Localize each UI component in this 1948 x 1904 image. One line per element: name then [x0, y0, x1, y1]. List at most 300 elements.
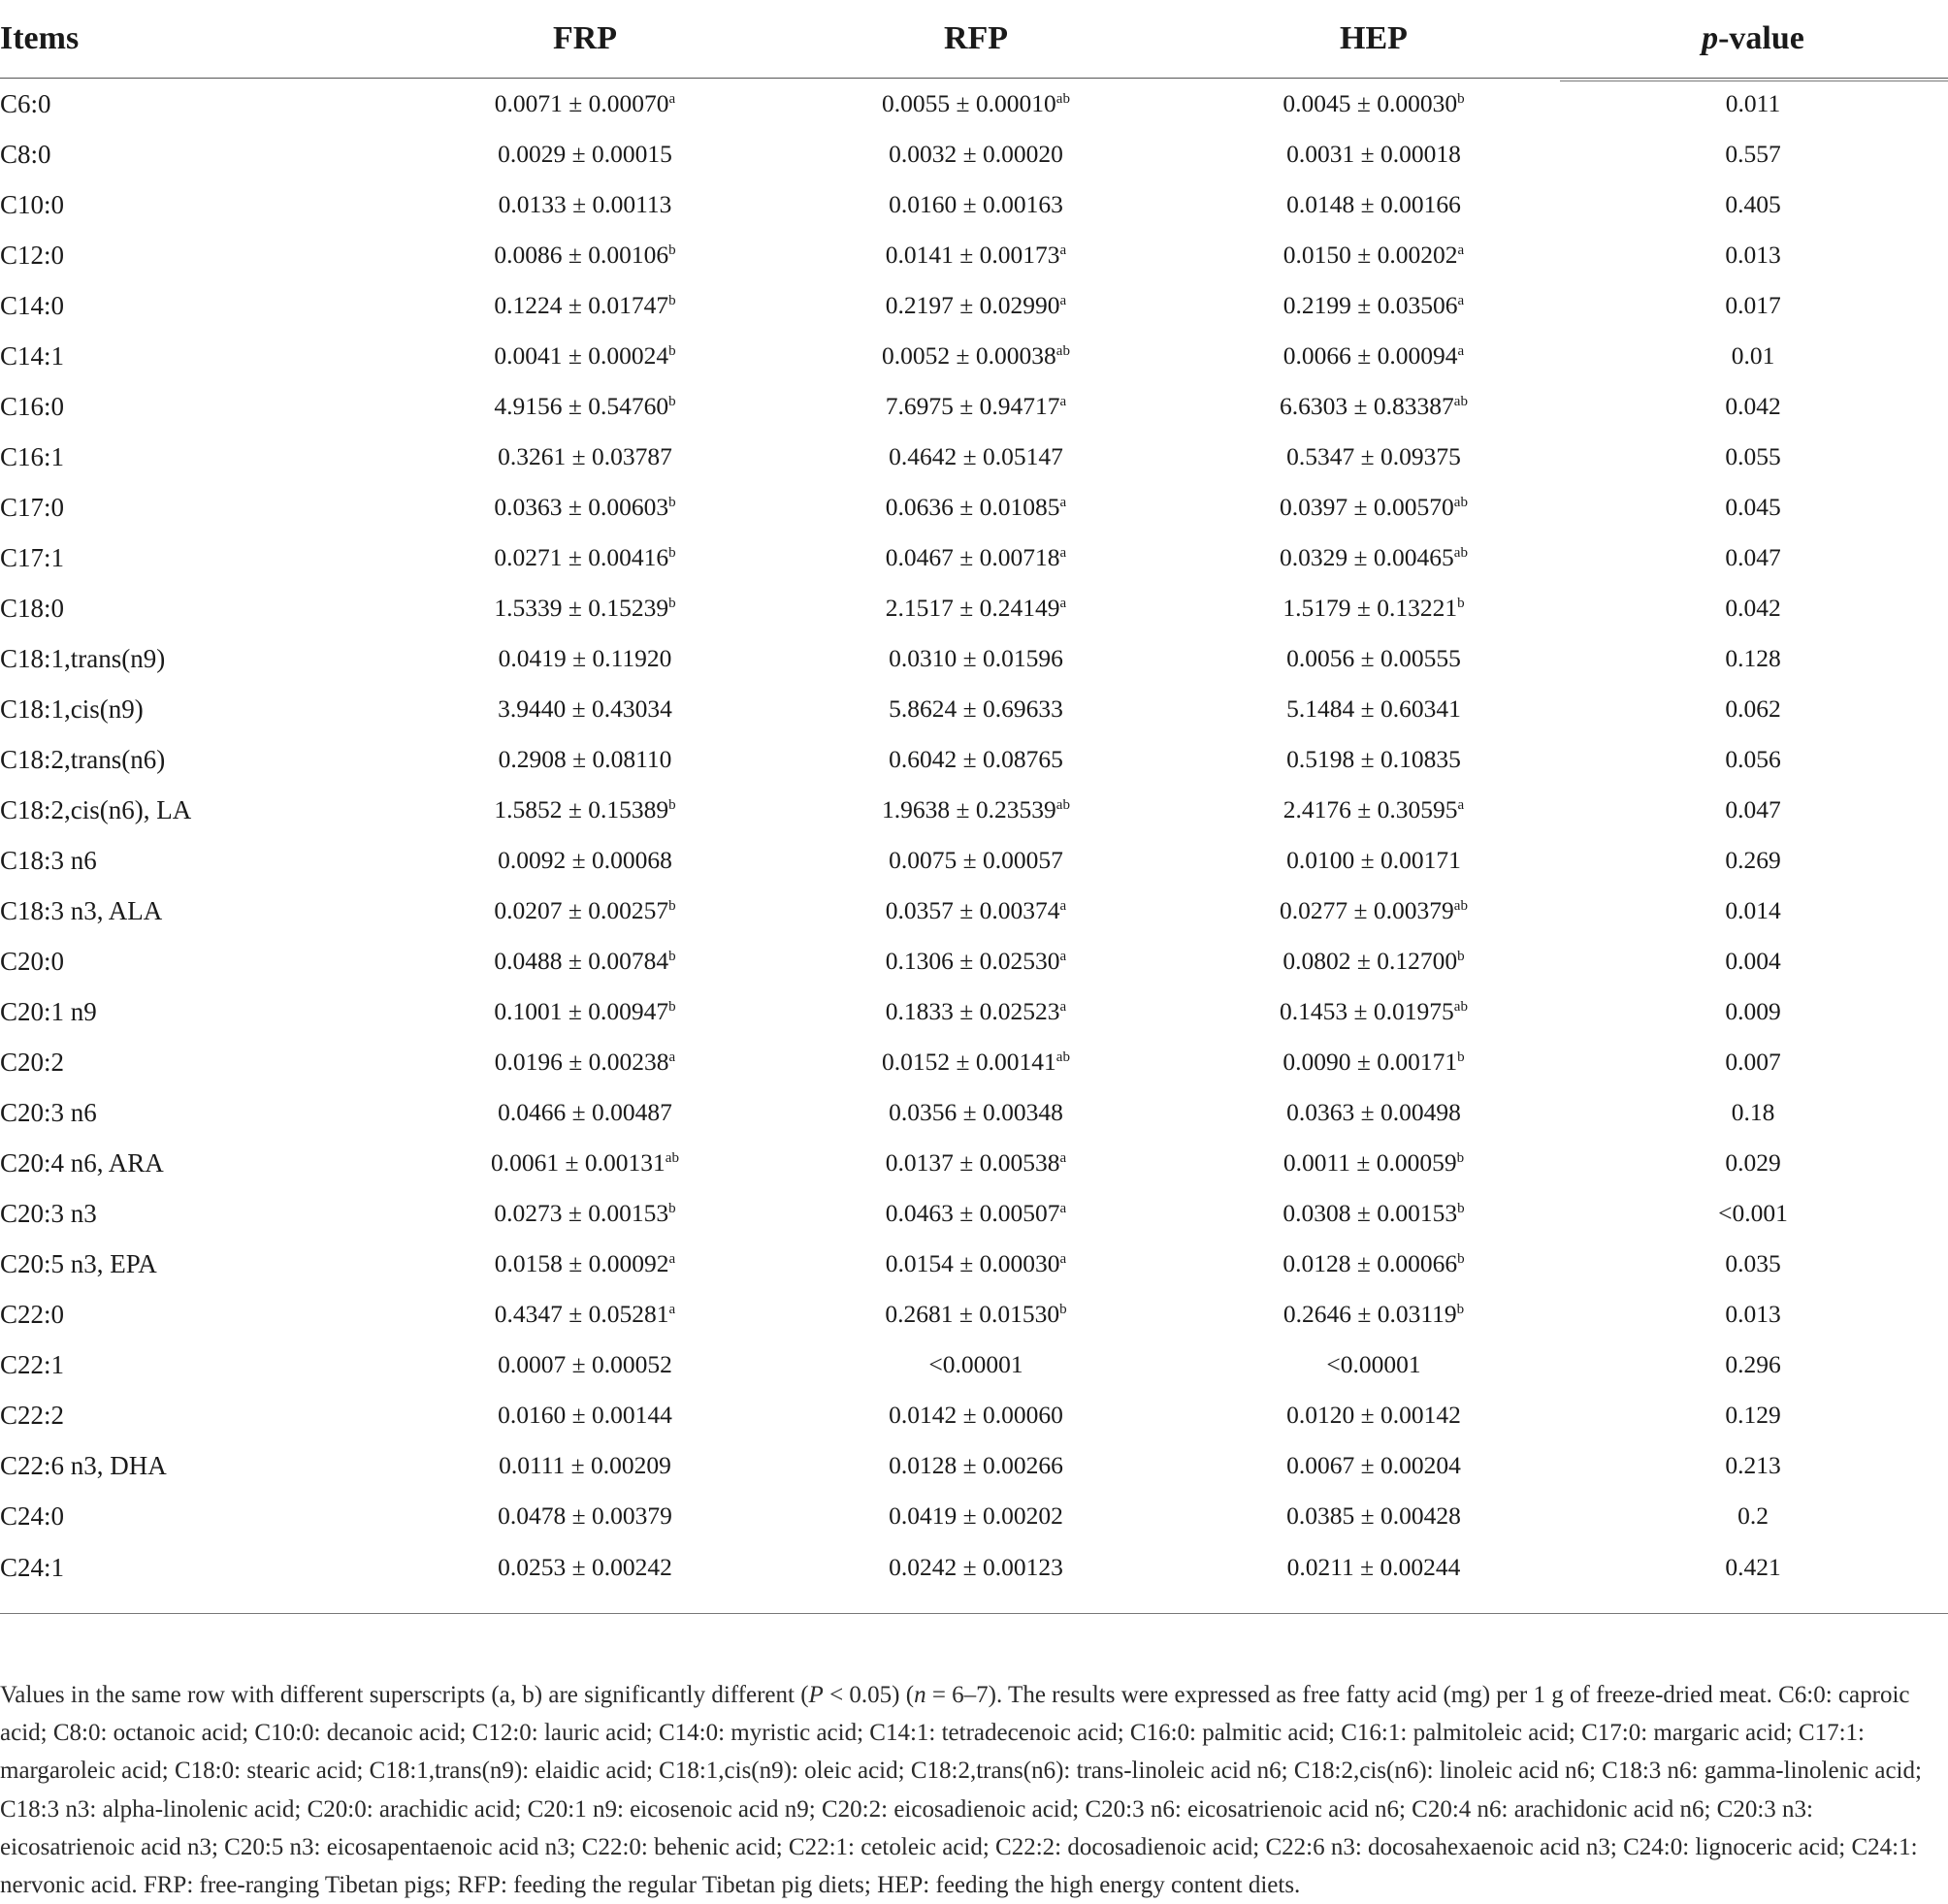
cell-hep	[1189, 482, 1558, 532]
cell-rfp-superscript: ab	[1055, 1049, 1070, 1065]
cell-hep-value: 2.4176 ± 0.30595	[1282, 795, 1458, 823]
cell-frp	[407, 1138, 763, 1188]
cell-hep-superscript: ab	[1453, 495, 1468, 510]
cell-frp	[407, 129, 763, 179]
cell-hep	[1189, 381, 1558, 432]
cell-rfp-value: <0.00001	[928, 1350, 1023, 1378]
cell-hep	[1189, 1188, 1558, 1239]
cell-rfp-value: 0.0356 ± 0.00348	[889, 1098, 1063, 1126]
cell-frp-value: 1.5852 ± 0.15389	[494, 795, 669, 823]
cell-hep	[1189, 1440, 1558, 1491]
cell-rfp-value: 0.0075 ± 0.00057	[889, 846, 1063, 874]
table-row	[0, 1037, 1948, 1087]
cell-rfp-value: 0.0055 ± 0.00010	[882, 89, 1056, 117]
cell-frp	[407, 1087, 763, 1138]
table-row	[0, 1339, 1948, 1390]
table-row	[0, 1541, 1948, 1594]
cell-rfp	[763, 482, 1189, 532]
cell-hep	[1189, 432, 1558, 482]
cell-rfp-superscript: a	[1059, 1150, 1067, 1166]
table-row	[0, 129, 1948, 179]
cell-hep-value: 0.0148 ± 0.00166	[1286, 190, 1461, 218]
cell-frp-value: 1.5339 ± 0.15239	[494, 594, 669, 622]
cell-rfp-value: 5.8624 ± 0.69633	[889, 694, 1063, 723]
cell-p-value: 0.055	[1725, 442, 1781, 470]
cell-frp	[407, 1339, 763, 1390]
cell-frp-superscript: b	[668, 596, 676, 611]
cell-frp-value: 0.0071 ± 0.00070	[494, 89, 669, 117]
cell-frp	[407, 179, 763, 230]
cell-hep-value: 0.0090 ± 0.00171	[1282, 1048, 1458, 1076]
table-row	[0, 936, 1948, 986]
cell-p-value: 0.045	[1725, 493, 1781, 521]
cell-frp	[407, 230, 763, 280]
cell-frp-superscript: b	[668, 949, 676, 964]
cell-hep-superscript: a	[1457, 242, 1465, 258]
footnote-part3: = 6–7). The results were expressed as free fatty acid (mg) per 1 g of freeze-dried meat. C6:0: caproic acid; C8:0: octanoic acid; C10:0: decanoic acid; C12:0: lauric acid; C14:0: myristic acid; C14:1: tetradecenoic acid; C16:0: palmitic acid; C16:1: palmitoleic acid; C17:0: margaric acid; C17:1: margaroleic acid; C18:0: stearic acid; C18:1,trans(n9): elaidic acid; C18:1,cis(n9): oleic acid; C18:2,trans(n6): trans-linoleic acid n6; C18:2,cis(n6): linoleic acid n6; C18:3 n6: gamma-linolenic acid; C18:3 n3: alpha-linolenic acid; C20:0: arachidic acid; C20:1 n9: eicosenoic acid n9; C20:2: eicosadienoic acid; C20:3 n6: eicosatrienoic acid n6; C20:4 n6: arachidonic acid n6; C20:3 n3: eicosatrienoic acid n3; C20:5 n3: eicosapentaenoic acid n3; C22:0: behenic acid; C22:1: cetoleic acid; C22:2: docosadienoic acid; C22:6 n3: docosahexaenoic acid n3; C24:0: lignoceric acid; C24:1: nervonic acid. FRP: free-ranging Tibetan pigs; RFP: feeding the regular Tibetan pig diets; HEP: feeding the high energy content diets.	[0, 1682, 1922, 1899]
cell-p-value: 0.062	[1725, 694, 1781, 723]
cell-hep-value: 0.2646 ± 0.03119	[1282, 1300, 1457, 1328]
cell-item: C18:0	[0, 593, 65, 623]
cell-hep-value: 0.0397 ± 0.00570	[1280, 493, 1454, 521]
cell-hep-value: 0.0067 ± 0.00204	[1286, 1451, 1461, 1479]
cell-rfp-value: 0.0154 ± 0.00030	[885, 1249, 1060, 1277]
cell-p-value: 0.01	[1731, 341, 1775, 370]
cell-rfp	[763, 785, 1189, 835]
cell-frp	[407, 734, 763, 785]
cell-frp	[407, 1239, 763, 1289]
cell-rfp-superscript: b	[1059, 1302, 1067, 1317]
cell-item: C20:3 n3	[0, 1198, 97, 1228]
cell-item: C8:0	[0, 139, 51, 169]
cell-rfp-value: 0.6042 ± 0.08765	[889, 745, 1063, 773]
cell-p-value: 0.047	[1725, 543, 1781, 571]
cell-frp-superscript: b	[668, 797, 676, 813]
cell-frp-value: 0.0466 ± 0.00487	[498, 1098, 672, 1126]
cell-hep	[1189, 785, 1558, 835]
cell-rfp-value: 0.0160 ± 0.00163	[889, 190, 1063, 218]
cell-frp-value: 0.0478 ± 0.00379	[498, 1501, 672, 1530]
cell-hep-value: 0.5347 ± 0.09375	[1286, 442, 1461, 470]
cell-p-value: 0.047	[1725, 795, 1781, 823]
table-row	[0, 79, 1948, 130]
cell-hep-value: 0.5198 ± 0.10835	[1286, 745, 1461, 773]
table-row	[0, 1390, 1948, 1440]
cell-item: C12:0	[0, 240, 65, 270]
cell-item: C18:1,cis(n9)	[0, 694, 144, 724]
cell-hep-value: 0.0056 ± 0.00555	[1286, 644, 1461, 672]
cell-rfp	[763, 1390, 1189, 1440]
header-items: Items	[0, 20, 80, 56]
cell-hep-value: 0.0045 ± 0.00030	[1282, 89, 1458, 117]
cell-frp	[407, 79, 763, 130]
cell-item: C14:1	[0, 340, 65, 371]
cell-rfp	[763, 886, 1189, 936]
cell-frp-superscript: b	[668, 898, 676, 914]
table-row	[0, 785, 1948, 835]
cell-hep-value: 0.0211 ± 0.00244	[1286, 1553, 1461, 1581]
cell-frp	[407, 583, 763, 633]
cell-frp	[407, 886, 763, 936]
cell-item: C20:1 n9	[0, 996, 97, 1026]
cell-hep-value: 0.0100 ± 0.00171	[1286, 846, 1461, 874]
cell-frp-value: 0.0092 ± 0.00068	[498, 846, 672, 874]
cell-frp	[407, 986, 763, 1037]
cell-hep-superscript: ab	[1453, 999, 1468, 1015]
cell-rfp-superscript: a	[1059, 495, 1067, 510]
cell-item: C20:4 n6, ARA	[0, 1147, 164, 1178]
cell-frp-superscript: a	[668, 1049, 676, 1065]
cell-p-value: 0.009	[1725, 997, 1781, 1025]
cell-hep-superscript: b	[1457, 949, 1465, 964]
cell-hep	[1189, 1390, 1558, 1440]
cell-rfp-superscript: a	[1059, 898, 1067, 914]
cell-rfp	[763, 986, 1189, 1037]
cell-rfp-value: 0.1306 ± 0.02530	[885, 947, 1060, 975]
cell-rfp-value: 0.0128 ± 0.00266	[889, 1451, 1063, 1479]
cell-frp-value: 0.4347 ± 0.05281	[494, 1300, 669, 1328]
cell-rfp-value: 0.0463 ± 0.00507	[885, 1199, 1060, 1227]
table-row	[0, 1239, 1948, 1289]
cell-item: C20:2	[0, 1047, 65, 1077]
cell-item: C10:0	[0, 189, 65, 219]
cell-item: C18:1,trans(n9)	[0, 643, 166, 673]
cell-frp-value: 0.0196 ± 0.00238	[494, 1048, 669, 1076]
cell-frp	[407, 1541, 763, 1594]
cell-item: C22:2	[0, 1400, 65, 1430]
cell-rfp	[763, 1037, 1189, 1087]
cell-hep-superscript: ab	[1453, 394, 1468, 409]
table-row	[0, 1188, 1948, 1239]
cell-rfp-value: 0.0636 ± 0.01085	[885, 493, 1060, 521]
cell-hep-value: 0.0011 ± 0.00059	[1282, 1148, 1457, 1177]
table-row	[0, 583, 1948, 633]
cell-hep-value: 5.1484 ± 0.60341	[1286, 694, 1461, 723]
cell-rfp-superscript: a	[1059, 1201, 1067, 1216]
cell-rfp	[763, 381, 1189, 432]
footnote-part1: Values in the same row with different superscripts (a, b) are significantly different (	[0, 1682, 809, 1708]
cell-rfp	[763, 1339, 1189, 1390]
cell-rfp-value: 0.0032 ± 0.00020	[889, 140, 1063, 168]
cell-rfp-value: 1.9638 ± 0.23539	[882, 795, 1056, 823]
cell-rfp	[763, 583, 1189, 633]
cell-rfp	[763, 1239, 1189, 1289]
cell-rfp-value: 0.0310 ± 0.01596	[889, 644, 1063, 672]
footnote-n-symbol: n	[914, 1682, 926, 1708]
cell-frp-superscript: b	[668, 1201, 676, 1216]
cell-frp	[407, 1491, 763, 1541]
cell-frp	[407, 331, 763, 381]
cell-item: C17:0	[0, 492, 65, 522]
cell-hep-superscript: b	[1457, 1251, 1465, 1267]
cell-rfp	[763, 633, 1189, 684]
cell-frp	[407, 381, 763, 432]
cell-frp	[407, 684, 763, 734]
header-rfp: RFP	[943, 20, 1009, 56]
cell-hep	[1189, 532, 1558, 583]
cell-rfp-superscript: a	[1059, 999, 1067, 1015]
table-row	[0, 230, 1948, 280]
table-body	[0, 79, 1948, 1595]
cell-rfp-value: 7.6975 ± 0.94717	[885, 392, 1060, 420]
cell-rfp-superscript: a	[1059, 1251, 1067, 1267]
cell-frp-value: 0.0160 ± 0.00144	[498, 1401, 672, 1429]
cell-item: C24:0	[0, 1501, 65, 1531]
cell-frp-value: 0.0133 ± 0.00113	[498, 190, 672, 218]
cell-rfp-value: 0.0137 ± 0.00538	[885, 1148, 1060, 1177]
cell-hep	[1189, 1289, 1558, 1339]
cell-hep-value: 0.0150 ± 0.00202	[1282, 241, 1458, 269]
cell-hep-superscript: ab	[1453, 898, 1468, 914]
cell-rfp	[763, 179, 1189, 230]
cell-frp-value: 0.2908 ± 0.08110	[498, 745, 672, 773]
cell-hep-value: <0.00001	[1326, 1350, 1421, 1378]
cell-hep	[1189, 1239, 1558, 1289]
cell-hep-value: 0.0128 ± 0.00066	[1282, 1249, 1458, 1277]
cell-rfp-superscript: a	[1059, 596, 1067, 611]
cell-hep	[1189, 79, 1558, 130]
cell-hep-superscript: b	[1457, 1201, 1465, 1216]
table-row	[0, 432, 1948, 482]
cell-frp-superscript: ab	[665, 1150, 679, 1166]
footnote-part2: < 0.05) (	[823, 1682, 915, 1708]
cell-hep-value: 0.0385 ± 0.00428	[1286, 1501, 1461, 1530]
cell-frp-superscript: b	[668, 545, 676, 561]
cell-p-value: 0.056	[1725, 745, 1781, 773]
table-row	[0, 381, 1948, 432]
header-row	[0, 0, 1948, 79]
cell-rfp-superscript: a	[1059, 949, 1067, 964]
cell-item: C14:0	[0, 290, 65, 320]
table-row	[0, 482, 1948, 532]
cell-rfp-superscript: a	[1059, 394, 1067, 409]
cell-rfp-value: 0.0052 ± 0.00038	[882, 341, 1056, 370]
cell-hep	[1189, 331, 1558, 381]
cell-item: C18:2,cis(n6), LA	[0, 794, 192, 824]
cell-hep	[1189, 835, 1558, 886]
cell-hep-superscript: a	[1457, 797, 1465, 813]
cell-hep	[1189, 179, 1558, 230]
cell-item: C22:6 n3, DHA	[0, 1450, 167, 1480]
cell-hep	[1189, 1087, 1558, 1138]
cell-p-value: 0.013	[1725, 1300, 1781, 1328]
table-row	[0, 684, 1948, 734]
cell-p-value: 0.004	[1725, 947, 1781, 975]
cell-frp-value: 4.9156 ± 0.54760	[494, 392, 669, 420]
cell-frp-value: 0.0271 ± 0.00416	[494, 543, 669, 571]
cell-frp	[407, 532, 763, 583]
cell-hep-value: 0.0120 ± 0.00142	[1286, 1401, 1461, 1429]
cell-frp-value: 0.0086 ± 0.00106	[494, 241, 669, 269]
cell-rfp-value: 0.0467 ± 0.00718	[885, 543, 1060, 571]
table-row	[0, 835, 1948, 886]
cell-p-value: 0.128	[1725, 644, 1781, 672]
cell-frp	[407, 432, 763, 482]
cell-frp-superscript: a	[668, 1251, 676, 1267]
cell-frp	[407, 835, 763, 886]
cell-frp-value: 0.1001 ± 0.00947	[494, 997, 669, 1025]
cell-rfp-superscript: ab	[1055, 797, 1070, 813]
cell-hep-superscript: b	[1456, 1150, 1465, 1166]
cell-p-value: 0.269	[1725, 846, 1781, 874]
cell-p-value: 0.035	[1725, 1249, 1781, 1277]
cell-p-value: 0.017	[1725, 291, 1781, 319]
cell-frp	[407, 1440, 763, 1491]
cell-hep	[1189, 583, 1558, 633]
cell-p-value: 0.042	[1725, 594, 1781, 622]
cell-frp-value: 0.0041 ± 0.00024	[494, 341, 669, 370]
cell-frp	[407, 482, 763, 532]
cell-rfp-value: 0.0419 ± 0.00202	[889, 1501, 1063, 1530]
cell-rfp	[763, 79, 1189, 130]
cell-frp-value: 0.0158 ± 0.00092	[494, 1249, 669, 1277]
cell-hep-superscript: ab	[1453, 545, 1468, 561]
cell-p-value: 0.129	[1725, 1401, 1781, 1429]
cell-frp-superscript: a	[668, 91, 676, 107]
cell-rfp-value: 0.0142 ± 0.00060	[889, 1401, 1063, 1429]
table-row	[0, 734, 1948, 785]
cell-hep-superscript: a	[1457, 343, 1465, 359]
header-frp: FRP	[552, 20, 618, 56]
cell-item: C24:1	[0, 1552, 65, 1582]
cell-hep-superscript: b	[1457, 596, 1465, 611]
table-bottom-rule	[0, 1613, 1948, 1614]
cell-hep-value: 6.6303 ± 0.83387	[1280, 392, 1454, 420]
cell-hep-superscript: a	[1457, 293, 1465, 308]
cell-rfp	[763, 1087, 1189, 1138]
cell-rfp	[763, 1491, 1189, 1541]
cell-frp	[407, 1390, 763, 1440]
table-row	[0, 280, 1948, 331]
cell-rfp	[763, 835, 1189, 886]
cell-frp-value: 0.0488 ± 0.00784	[494, 947, 669, 975]
cell-p-value: 0.014	[1725, 896, 1781, 924]
cell-item: C17:1	[0, 542, 65, 572]
cell-hep	[1189, 1138, 1558, 1188]
cell-frp-superscript: b	[668, 495, 676, 510]
cell-frp-value: 0.0273 ± 0.00153	[494, 1199, 669, 1227]
cell-item: C16:0	[0, 391, 65, 421]
table-footnote	[0, 1676, 1948, 1904]
cell-rfp	[763, 532, 1189, 583]
table-row	[0, 886, 1948, 936]
cell-item: C20:0	[0, 946, 65, 976]
cell-hep-value: 1.5179 ± 0.13221	[1282, 594, 1458, 622]
cell-item: C20:5 n3, EPA	[0, 1248, 157, 1278]
table-row	[0, 1440, 1948, 1491]
cell-p-value: 0.007	[1725, 1048, 1781, 1076]
cell-frp-superscript: b	[668, 394, 676, 409]
cell-frp-superscript: b	[668, 999, 676, 1015]
cell-frp	[407, 936, 763, 986]
cell-hep-value: 0.0329 ± 0.00465	[1280, 543, 1454, 571]
cell-frp	[407, 1188, 763, 1239]
cell-hep	[1189, 633, 1558, 684]
cell-p-value: 0.557	[1725, 140, 1781, 168]
cell-frp	[407, 280, 763, 331]
table-row	[0, 1491, 1948, 1541]
cell-item: C22:0	[0, 1299, 65, 1329]
cell-rfp-value: 2.1517 ± 0.24149	[885, 594, 1060, 622]
cell-item: C18:3 n3, ALA	[0, 895, 163, 925]
cell-hep	[1189, 986, 1558, 1037]
cell-p-value: 0.18	[1731, 1098, 1775, 1126]
cell-hep-value: 0.0802 ± 0.12700	[1282, 947, 1458, 975]
cell-item: C22:1	[0, 1349, 65, 1379]
header-p-value	[1558, 0, 1948, 79]
cell-frp	[407, 1289, 763, 1339]
cell-hep-value: 0.0363 ± 0.00498	[1286, 1098, 1461, 1126]
cell-hep	[1189, 936, 1558, 986]
cell-frp	[407, 785, 763, 835]
footnote-p-symbol: P	[808, 1682, 824, 1708]
cell-rfp-value: 0.1833 ± 0.02523	[885, 997, 1060, 1025]
cell-hep	[1189, 1339, 1558, 1390]
cell-frp	[407, 633, 763, 684]
cell-frp-value: 0.3261 ± 0.03787	[498, 442, 672, 470]
cell-frp-superscript: b	[668, 293, 676, 308]
cell-hep	[1189, 684, 1558, 734]
cell-frp-value: 0.0253 ± 0.00242	[498, 1553, 672, 1581]
cell-hep	[1189, 280, 1558, 331]
cell-item: C16:1	[0, 441, 65, 471]
cell-rfp	[763, 936, 1189, 986]
cell-rfp	[763, 129, 1189, 179]
table-row	[0, 1138, 1948, 1188]
cell-rfp	[763, 1440, 1189, 1491]
cell-p-value: 0.042	[1725, 392, 1781, 420]
cell-frp-value: 0.1224 ± 0.01747	[494, 291, 669, 319]
cell-item: C18:2,trans(n6)	[0, 744, 166, 774]
table-header	[0, 0, 1948, 79]
cell-rfp	[763, 684, 1189, 734]
cell-item: C6:0	[0, 88, 51, 118]
cell-p-value: 0.2	[1737, 1501, 1769, 1530]
cell-frp-value: 0.0061 ± 0.00131	[491, 1148, 666, 1177]
cell-rfp	[763, 1188, 1189, 1239]
cell-item: C18:3 n6	[0, 845, 97, 875]
table-row	[0, 633, 1948, 684]
cell-frp-value: 0.0111 ± 0.00209	[499, 1451, 671, 1479]
cell-hep-superscript: b	[1456, 1302, 1465, 1317]
cell-hep	[1189, 734, 1558, 785]
cell-rfp-superscript: a	[1059, 242, 1067, 258]
cell-hep-superscript: b	[1457, 1049, 1465, 1065]
cell-rfp-value: 0.0357 ± 0.00374	[885, 896, 1060, 924]
cell-rfp-value: 0.0141 ± 0.00173	[885, 241, 1060, 269]
header-p-rest: -value	[1718, 20, 1804, 56]
cell-p-value: 0.213	[1725, 1451, 1781, 1479]
cell-frp-value: 0.0419 ± 0.11920	[498, 644, 672, 672]
cell-rfp	[763, 734, 1189, 785]
cell-rfp-value: 0.0242 ± 0.00123	[889, 1553, 1063, 1581]
table-row	[0, 986, 1948, 1037]
cell-frp-superscript: a	[668, 1302, 676, 1317]
table-row	[0, 1087, 1948, 1138]
cell-rfp	[763, 1289, 1189, 1339]
cell-frp-superscript: b	[668, 242, 676, 258]
cell-p-value: 0.405	[1725, 190, 1781, 218]
table-row	[0, 331, 1948, 381]
cell-rfp	[763, 1138, 1189, 1188]
cell-p-value: 0.296	[1725, 1350, 1781, 1378]
cell-hep	[1189, 886, 1558, 936]
cell-p-value: <0.001	[1718, 1199, 1788, 1227]
cell-frp-value: 0.0207 ± 0.00257	[494, 896, 669, 924]
cell-hep-superscript: b	[1457, 91, 1465, 107]
table-row	[0, 179, 1948, 230]
cell-hep-value: 0.1453 ± 0.01975	[1280, 997, 1454, 1025]
